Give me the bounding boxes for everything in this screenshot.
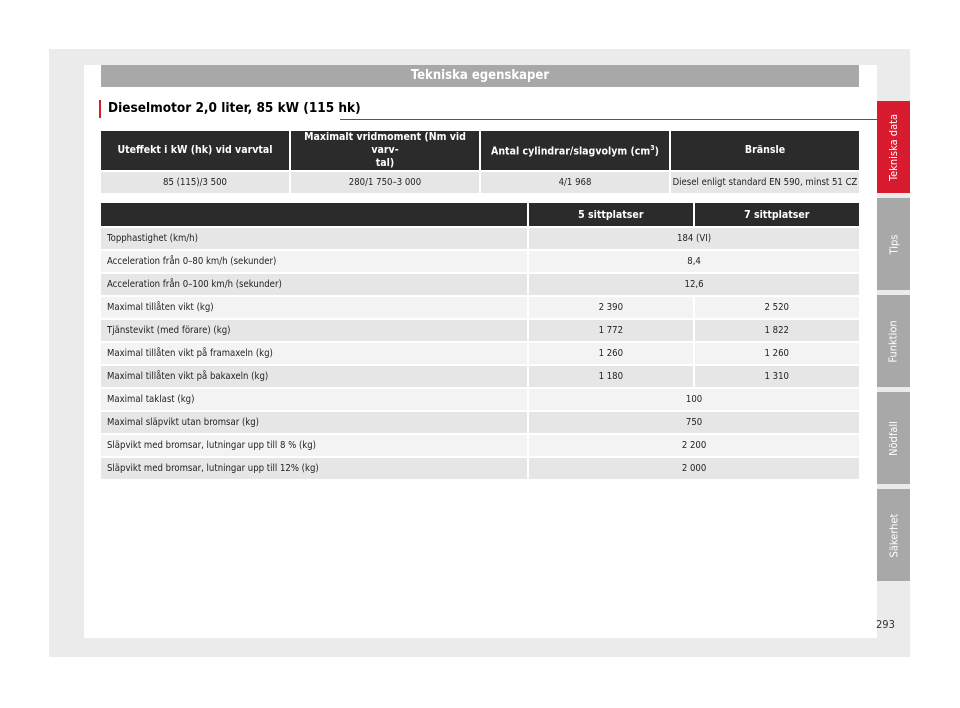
row-value-5-seats: 1 180 (529, 366, 692, 387)
row-value-7-seats: 1 310 (695, 366, 859, 387)
heading-rule (340, 119, 877, 120)
row-label: Topphastighet (km/h) (101, 228, 527, 249)
header-torque-line2: tal) (375, 157, 395, 169)
tab-sakerhet[interactable] (877, 489, 910, 581)
specs-table-header-row (101, 203, 859, 226)
row-value: 2 200 (529, 435, 859, 456)
row-label: Maximal tillåten vikt på bakaxeln (kg) (101, 366, 527, 387)
header-cylinders-suffix: ) (654, 145, 659, 158)
table-row (101, 458, 859, 479)
tab-nodfall[interactable] (877, 392, 910, 484)
table-row (101, 343, 859, 364)
header-fuel: Bränsle (671, 131, 859, 170)
row-value-5-seats: 1 260 (529, 343, 692, 364)
row-label: Acceleration från 0–100 km/h (sekunder) (101, 274, 527, 295)
row-value-7-seats: 2 520 (695, 297, 859, 318)
tab-tekniska-data[interactable] (877, 101, 910, 193)
row-value-7-seats: 1 260 (695, 343, 859, 364)
tab-tips[interactable] (877, 198, 910, 290)
header-power: Uteffekt i kW (hk) vid varvtal (101, 131, 289, 170)
header-blank (101, 203, 527, 226)
page-number: 293 (876, 618, 895, 631)
header-cylinders (481, 131, 669, 170)
tab-label: Nödfall (887, 420, 901, 456)
tab-label: Funktion (887, 319, 901, 363)
section-heading (99, 98, 877, 120)
cell-cylinders: 4/1 968 (481, 172, 669, 193)
header-cylinders-prefix: Antal cylindrar/slagvolym (cm (491, 145, 651, 158)
row-label: Maximal släpvikt utan bromsar (kg) (101, 412, 527, 433)
cell-power: 85 (115)/3 500 (101, 172, 289, 193)
header-7-seats: 7 sittplatser (695, 203, 859, 226)
header-cylinders-sup: 3 (650, 144, 655, 153)
engine-table (99, 129, 861, 195)
tab-label: Säkerhet (887, 513, 900, 557)
header-torque-line1: Maximalt vridmoment (Nm vid varv- (304, 131, 466, 156)
table-row (101, 274, 859, 295)
row-value: 2 000 (529, 458, 859, 479)
table-row (101, 320, 859, 341)
table-row (101, 389, 859, 410)
engine-table-row (101, 172, 859, 193)
table-row (101, 251, 859, 272)
row-value: 8,4 (529, 251, 859, 272)
row-label: Släpvikt med bromsar, lutningar upp till 12% (kg) (101, 458, 527, 479)
row-value-7-seats: 1 822 (695, 320, 859, 341)
table-row (101, 412, 859, 433)
table-row (101, 297, 859, 318)
tab-label: Tips (887, 234, 900, 254)
cell-fuel: Diesel enligt standard EN 590, minst 51 CZ (671, 172, 859, 193)
tab-funktion[interactable] (877, 295, 910, 387)
row-label: Tjänstevikt (med förare) (kg) (101, 320, 527, 341)
row-value: 100 (529, 389, 859, 410)
header-torque (291, 131, 479, 170)
heading-accent-bar (99, 100, 101, 118)
row-value: 12,6 (529, 274, 859, 295)
row-label: Maximal taklast (kg) (101, 389, 527, 410)
specs-table (99, 201, 861, 481)
row-value: 750 (529, 412, 859, 433)
row-label: Maximal tillåten vikt (kg) (101, 297, 527, 318)
table-row (101, 435, 859, 456)
row-value-5-seats: 1 772 (529, 320, 692, 341)
row-label: Maximal tillåten vikt på framaxeln (kg) (101, 343, 527, 364)
table-row (101, 366, 859, 387)
row-value-5-seats: 2 390 (529, 297, 692, 318)
tab-label: Tekniska data (887, 113, 900, 181)
section-title: Dieselmotor 2,0 liter, 85 kW (115 hk) (108, 100, 361, 116)
row-label: Släpvikt med bromsar, lutningar upp till 8 % (kg) (101, 435, 527, 456)
engine-table-header-row (101, 131, 859, 170)
row-value: 184 (VI) (529, 228, 859, 249)
cell-torque: 280/1 750–3 000 (291, 172, 479, 193)
header-5-seats: 5 sittplatser (529, 203, 692, 226)
row-label: Acceleration från 0–80 km/h (sekunder) (101, 251, 527, 272)
table-row (101, 228, 859, 249)
chapter-header: Tekniska egenskaper (101, 65, 859, 87)
